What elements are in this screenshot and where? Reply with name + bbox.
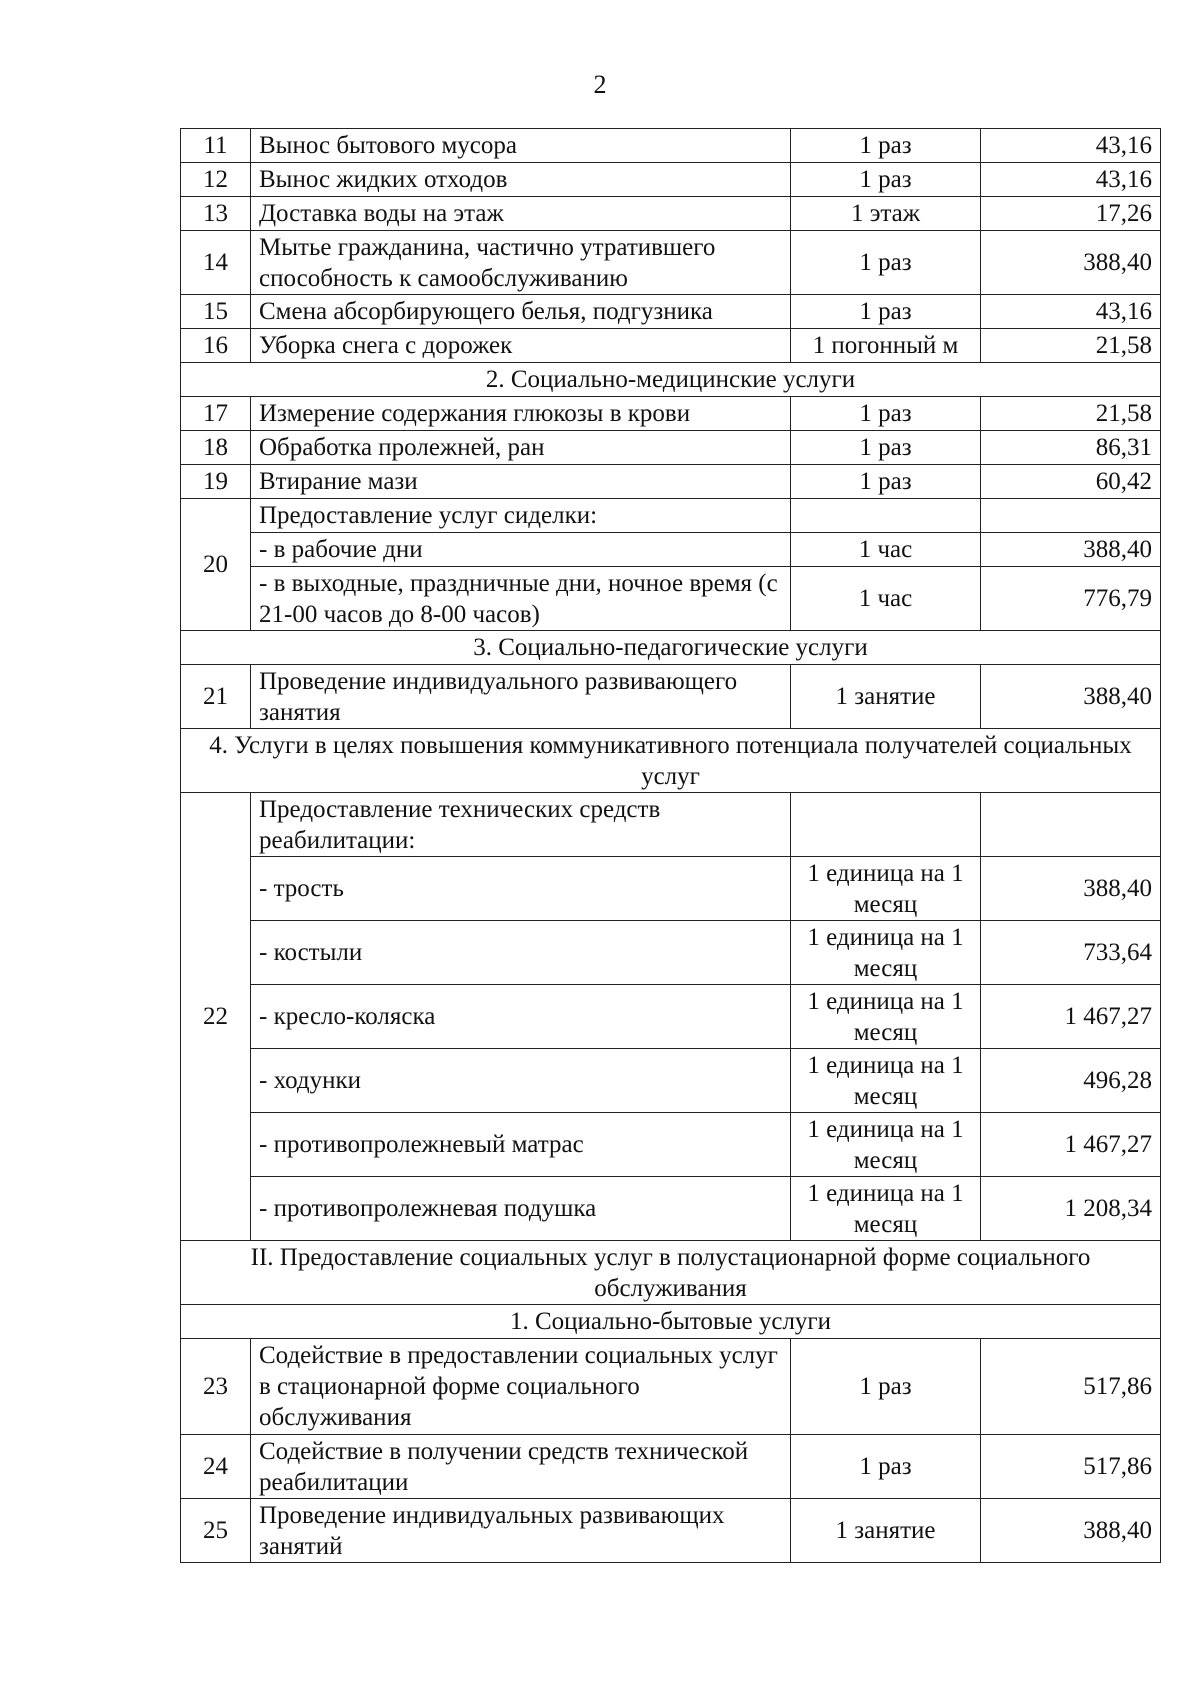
service-name: Вынос бытового мусора (251, 129, 791, 163)
row-number: 25 (181, 1499, 251, 1563)
table-row (181, 231, 1161, 295)
price-value: 60,42 (981, 465, 1161, 499)
unit-of-measure: 1 раз (791, 129, 981, 163)
price-value: 43,16 (981, 295, 1161, 329)
table-row (181, 1435, 1161, 1499)
price-value: 517,86 (981, 1435, 1161, 1499)
section-header-row (181, 1305, 1161, 1339)
unit-of-measure: 1 раз (791, 397, 981, 431)
service-name: - противопролежневый матрас (251, 1113, 791, 1177)
unit-of-measure: 1 раз (791, 231, 981, 295)
price-value: 17,26 (981, 197, 1161, 231)
unit-of-measure: 1 единица на 1 месяц (791, 857, 981, 921)
service-name: - в рабочие дни (251, 533, 791, 567)
service-name: Содействие в получении средств технической реабилитации (251, 1435, 791, 1499)
price-value: 1 208,34 (981, 1177, 1161, 1241)
unit-of-measure: 1 раз (791, 295, 981, 329)
unit-of-measure: 1 единица на 1 месяц (791, 1049, 981, 1113)
price-value: 496,28 (981, 1049, 1161, 1113)
service-name: Содействие в предоставлении социальных услуг в стационарной форме социального обслуживания (251, 1339, 791, 1435)
unit-of-measure: 1 этаж (791, 197, 981, 231)
unit-of-measure: 1 раз (791, 163, 981, 197)
table-row (181, 793, 1161, 857)
price-value: 776,79 (981, 567, 1161, 631)
price-value (981, 499, 1161, 533)
price-value: 43,16 (981, 163, 1161, 197)
table-row (181, 1177, 1161, 1241)
price-value: 733,64 (981, 921, 1161, 985)
section-header-row (181, 631, 1161, 665)
service-name: Проведение индивидуальных развивающих занятий (251, 1499, 791, 1563)
table-row (181, 129, 1161, 163)
unit-of-measure: 1 раз (791, 1435, 981, 1499)
row-number: 21 (181, 665, 251, 729)
unit-of-measure: 1 единица на 1 месяц (791, 1113, 981, 1177)
table-row (181, 397, 1161, 431)
service-name: - кресло-коляска (251, 985, 791, 1049)
unit-of-measure: 1 раз (791, 465, 981, 499)
table-row (181, 857, 1161, 921)
service-name: - противопролежневая подушка (251, 1177, 791, 1241)
services-price-table (180, 128, 1161, 1563)
table-row (181, 1339, 1161, 1435)
table-row (181, 567, 1161, 631)
service-name: Доставка воды на этаж (251, 197, 791, 231)
price-value: 21,58 (981, 329, 1161, 363)
section-title: 3. Социально-педагогические услуги (181, 631, 1161, 665)
unit-of-measure: 1 единица на 1 месяц (791, 985, 981, 1049)
unit-of-measure: 1 час (791, 567, 981, 631)
service-name: Уборка снега с дорожек (251, 329, 791, 363)
section-title: 1. Социально-бытовые услуги (181, 1305, 1161, 1339)
service-name: Проведение индивидуального развивающего занятия (251, 665, 791, 729)
unit-of-measure: 1 час (791, 533, 981, 567)
row-number: 14 (181, 231, 251, 295)
price-value (981, 793, 1161, 857)
unit-of-measure: 1 занятие (791, 665, 981, 729)
unit-of-measure (791, 499, 981, 533)
section-title: II. Предоставление социальных услуг в полустационарной форме социального обслуживания (181, 1241, 1161, 1305)
price-value: 1 467,27 (981, 985, 1161, 1049)
section-title: 2. Социально-медицинские услуги (181, 363, 1161, 397)
unit-of-measure: 1 раз (791, 431, 981, 465)
row-number: 22 (181, 793, 251, 1241)
table-row (181, 431, 1161, 465)
service-name: Втирание мази (251, 465, 791, 499)
price-value: 388,40 (981, 1499, 1161, 1563)
table-row (181, 1049, 1161, 1113)
section-header-row (181, 1241, 1161, 1305)
service-name: Измерение содержания глюкозы в крови (251, 397, 791, 431)
unit-of-measure (791, 793, 981, 857)
service-name: Вынос жидких отходов (251, 163, 791, 197)
service-name: - ходунки (251, 1049, 791, 1113)
table-row (181, 295, 1161, 329)
price-value: 43,16 (981, 129, 1161, 163)
table-row (181, 1113, 1161, 1177)
service-name: - костыли (251, 921, 791, 985)
price-value: 388,40 (981, 533, 1161, 567)
price-value: 86,31 (981, 431, 1161, 465)
service-name: Мытье гражданина, частично утратившего способность к самообслуживанию (251, 231, 791, 295)
row-number: 24 (181, 1435, 251, 1499)
row-number: 12 (181, 163, 251, 197)
table-row (181, 985, 1161, 1049)
table-row (181, 921, 1161, 985)
row-number: 16 (181, 329, 251, 363)
unit-of-measure: 1 раз (791, 1339, 981, 1435)
price-value: 388,40 (981, 665, 1161, 729)
unit-of-measure: 1 единица на 1 месяц (791, 921, 981, 985)
service-name: Обработка пролежней, ран (251, 431, 791, 465)
row-number: 17 (181, 397, 251, 431)
section-title: 4. Услуги в целях повышения коммуникативного потенциала получателей социальных услуг (181, 729, 1161, 793)
row-number: 15 (181, 295, 251, 329)
price-value: 1 467,27 (981, 1113, 1161, 1177)
section-header-row (181, 729, 1161, 793)
row-number: 20 (181, 499, 251, 631)
service-name: - в выходные, праздничные дни, ночное время (с 21-00 часов до 8-00 часов) (251, 567, 791, 631)
unit-of-measure: 1 единица на 1 месяц (791, 1177, 981, 1241)
table-row (181, 665, 1161, 729)
price-value: 388,40 (981, 857, 1161, 921)
table-row (181, 533, 1161, 567)
row-number: 19 (181, 465, 251, 499)
table-row (181, 499, 1161, 533)
table-row (181, 465, 1161, 499)
price-value: 517,86 (981, 1339, 1161, 1435)
row-number: 18 (181, 431, 251, 465)
section-header-row (181, 363, 1161, 397)
service-name: Смена абсорбирующего белья, подгузника (251, 295, 791, 329)
service-name: Предоставление технических средств реабилитации: (251, 793, 791, 857)
unit-of-measure: 1 погонный м (791, 329, 981, 363)
row-number: 13 (181, 197, 251, 231)
table-row (181, 163, 1161, 197)
service-name: Предоставление услуг сиделки: (251, 499, 791, 533)
table-row (181, 1499, 1161, 1563)
table-body (181, 129, 1161, 1563)
price-value: 388,40 (981, 231, 1161, 295)
page-number: 2 (593, 70, 607, 99)
row-number: 23 (181, 1339, 251, 1435)
table-row (181, 197, 1161, 231)
price-value: 21,58 (981, 397, 1161, 431)
row-number: 11 (181, 129, 251, 163)
unit-of-measure: 1 занятие (791, 1499, 981, 1563)
service-name: - трость (251, 857, 791, 921)
table-row (181, 329, 1161, 363)
